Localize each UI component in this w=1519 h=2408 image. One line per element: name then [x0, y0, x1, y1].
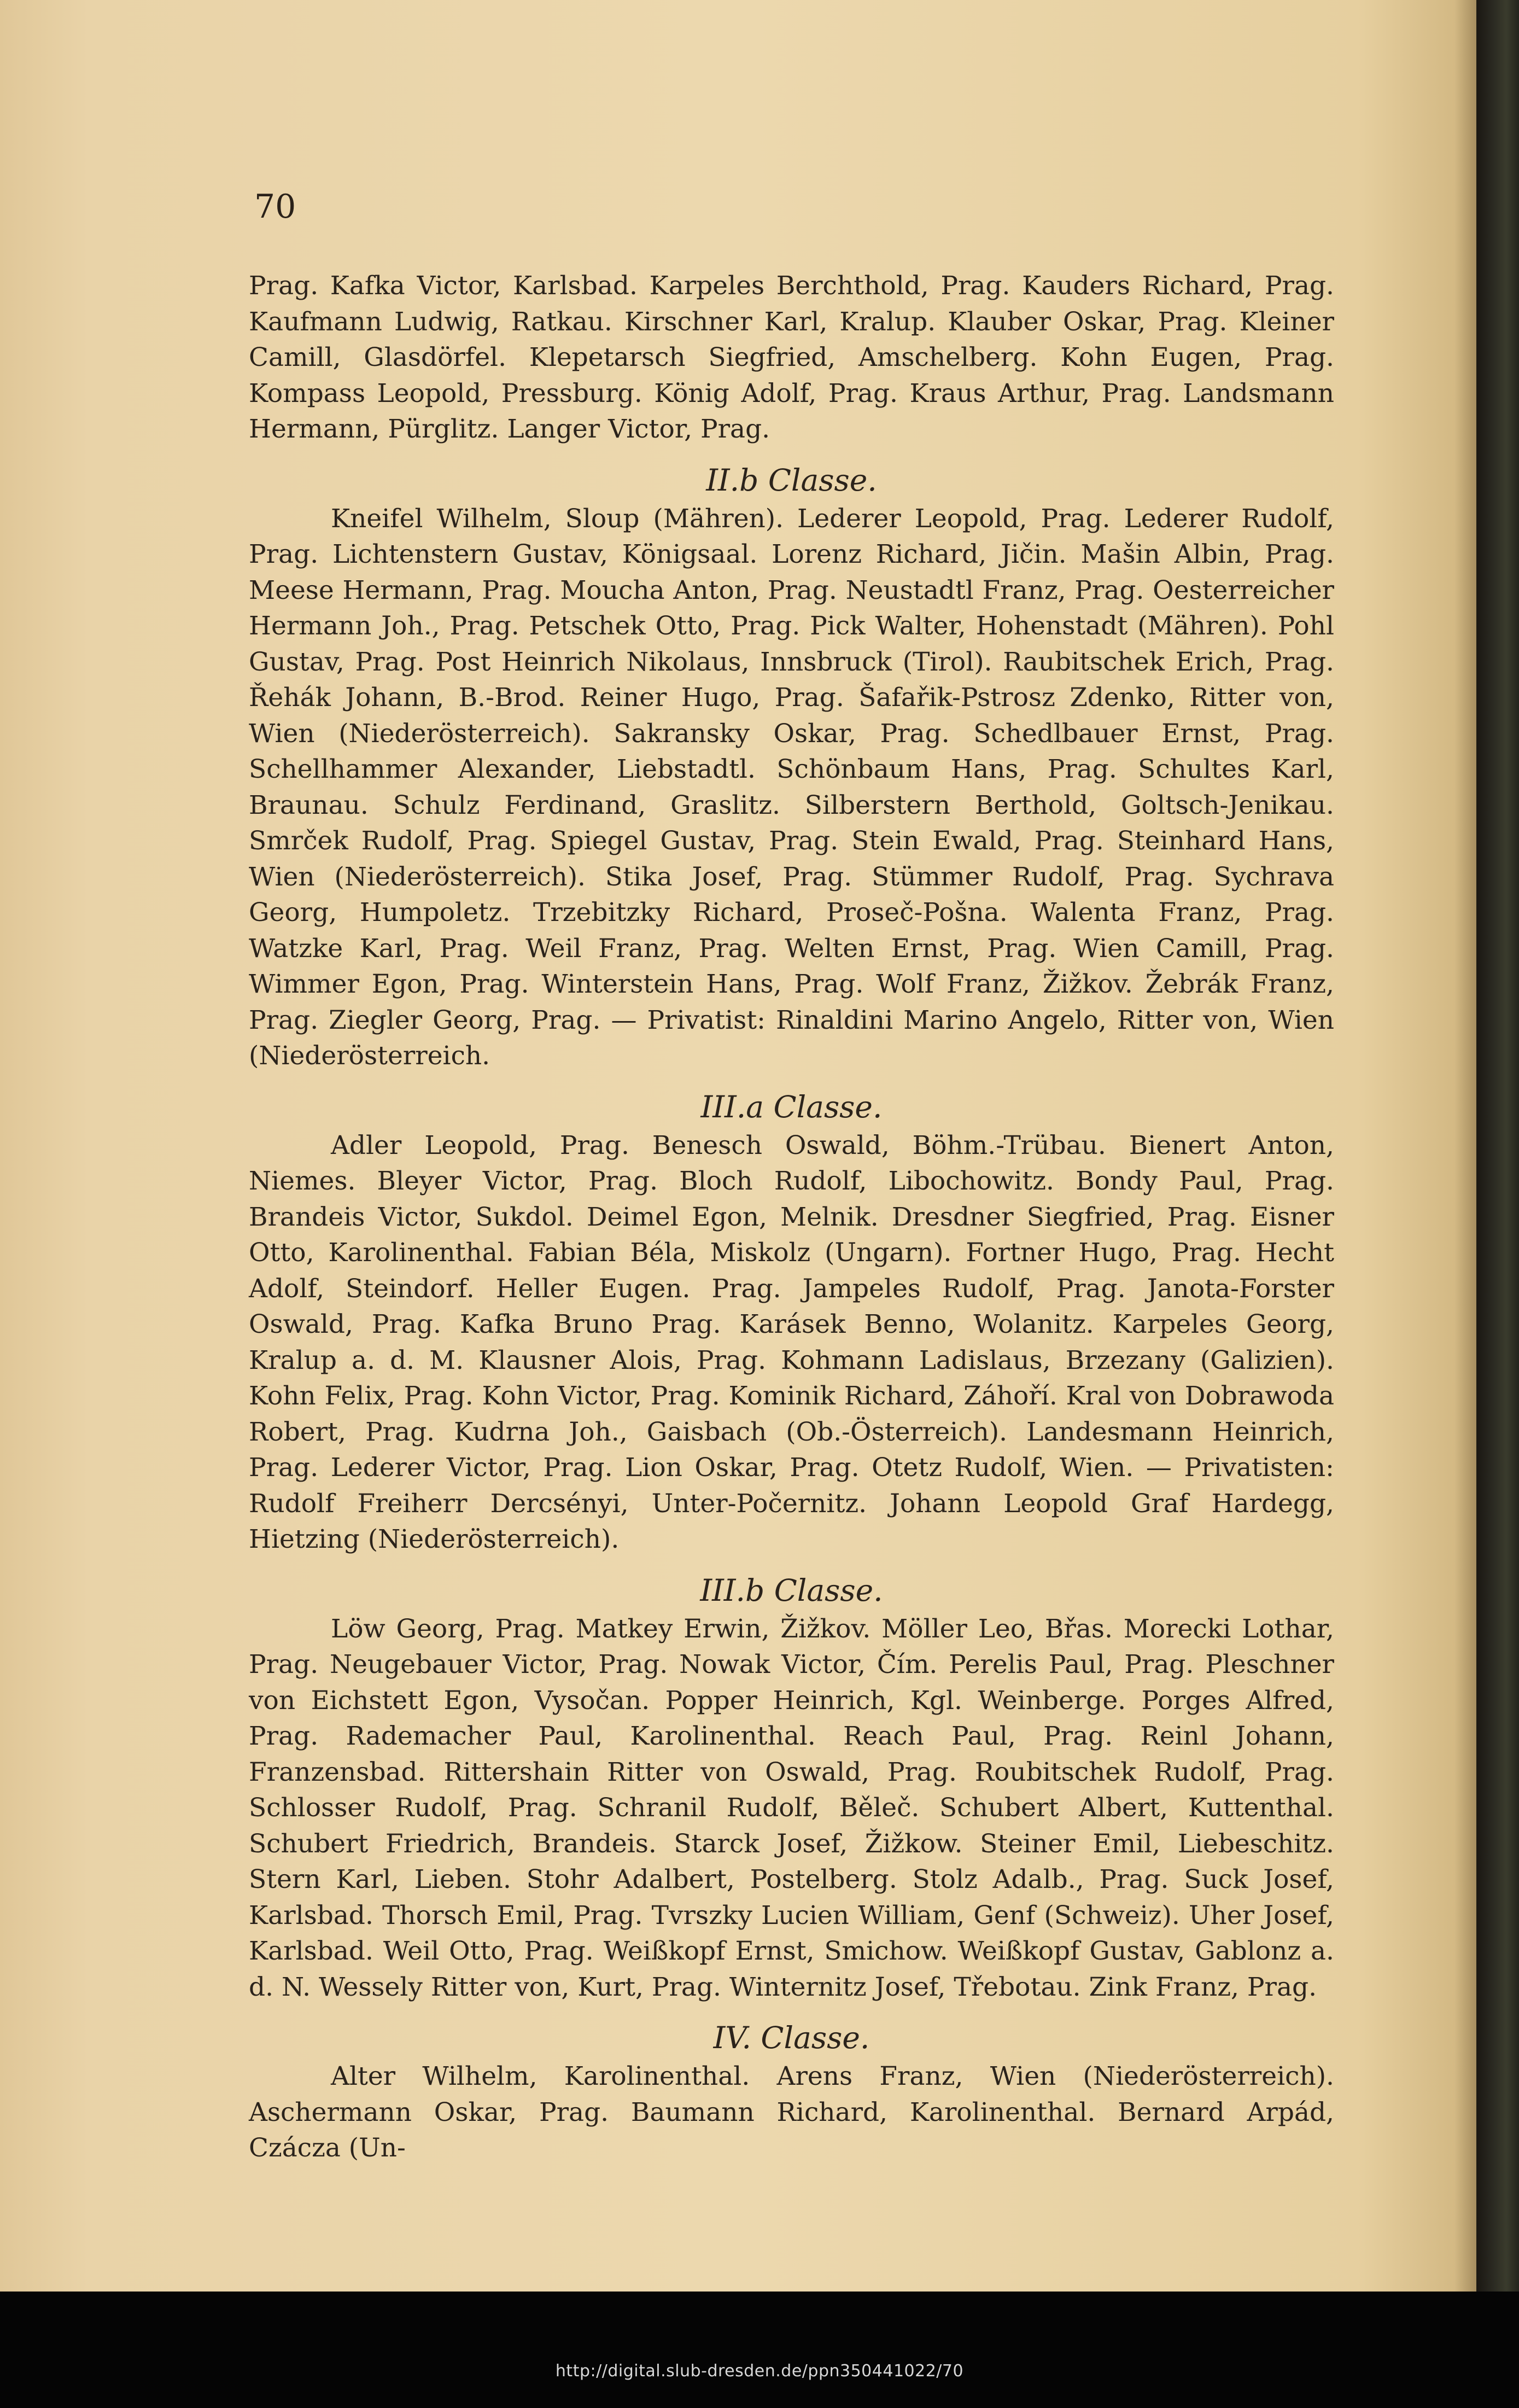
page-number: 70 [254, 188, 296, 226]
continuation-paragraph: Prag. Kafka Victor, Karlsbad. Karpeles Berchthold, Prag. Kauders Richard, Prag. Kaufmann Ludwig, Ratkau. Kirschner Karl, Kralup. Klauber Oskar, Prag. Kleiner Camill, Glasdörfel. Klepetarsch Siegfried, Amschelberg. Kohn Eugen, Prag. Kompass Leopold, Pressburg. König Adolf, Prag. Kraus Arthur, Prag. Landsmann Hermann, Pürglitz. Langer Victor, Prag. [249, 271, 1334, 444]
section-heading-iv: IV. Classe. [713, 2020, 870, 2055]
footer-band [0, 2292, 1519, 2408]
footer-url[interactable]: http://digital.slub-dresden.de/ppn350441022/70 [555, 2362, 964, 2381]
section-heading-iiia: III.a Classe. [700, 1089, 883, 1124]
section-text-iv: Alter Wilhelm, Karolinenthal. Arens Franz, Wien (Niederösterreich). Aschermann Oskar, Prag. Baumann Richard, Karolinenthal. Bernard Arpád, Czácza (Un- [249, 2061, 1334, 2163]
section-heading-iib: II.b Classe. [706, 462, 877, 498]
section-text-iiia: Adler Leopold, Prag. Benesch Oswald, Böhm.-Trübau. Bienert Anton, Niemes. Bleyer Victor, Prag. Bloch Rudolf, Libochowitz. Bondy Paul, Prag. Brandeis Victor, Sukdol. Deimel Egon, Melnik. Dresdner Siegfried, Prag. Eisner Otto, Karolinenthal. Fabian Béla, Miskolz (Ungarn). Fortner Hugo, Prag. Hecht Adolf, Steindorf. Heller Eugen. Prag. Jampeles Rudolf, Prag. Janota-Forster Oswald, Prag. Kafka Bruno Prag. Karásek Benno, Wolanitz. Karpeles Georg, Kralup a. d. M. Klausner Alois, Prag. Kohmann Ladislaus, Brzezany (Galizien). Kohn Felix, Prag. Kohn Victor, Prag. Kominik Richard, Záhoří. Kral von Dobrawoda Robert, Prag. Kudrna Joh., Gaisbach (Ob.-Österreich). Landesmann Heinrich, Prag. Lederer Victor, Prag. Lion Oskar, Prag. Otetz Rudolf, Wien. — Privatisten: Rudolf Freiherr Dercsényi, Unter-Počernitz. Johann Leopold Graf Hardegg, Hietzing (Niederösterreich). [249, 1130, 1334, 1554]
section-text-iib: Kneifel Wilhelm, Sloup (Mähren). Lederer Leopold, Prag. Lederer Rudolf, Prag. Lichtenstern Gustav, Königsaal. Lorenz Richard, Jičin. Mašin Albin, Prag. Meese Hermann, Prag. Moucha Anton, Prag. Neustadtl Franz, Prag. Oesterreicher Hermann Joh., Prag. Petschek Otto, Prag. Pick Walter, Hohenstadt (Mähren). Pohl Gustav, Prag. Post Heinrich Nikolaus, Innsbruck (Tirol). Raubitschek Erich, Prag. Řehák Johann, B.-Brod. Reiner Hugo, Prag. Šafařik-Pstrosz Zdenko, Ritter von, Wien (Niederösterreich). Sakransky Oskar, Prag. Schedlbauer Ernst, Prag. Schellhammer Alexander, Liebstadtl. Schönbaum Hans, Prag. Schultes Karl, Braunau. Schulz Ferdinand, Graslitz. Silberstern Berthold, Goltsch-Jenikau. Smrček Rudolf, Prag. Spiegel Gustav, Prag. Stein Ewald, Prag. Steinhard Hans, Wien (Niederösterreich). Stika Josef, Prag. Stümmer Rudolf, Prag. Sychrava Georg, Humpoletz. Trzebitzky Richard, Proseč-Pošna. Walenta Franz, Prag. Watzke Karl, Prag. Weil Franz, Prag. Welten Ernst, Prag. Wien Camill, Prag. Wimmer Egon, Prag. Winterstein Hans, Prag. Wolf Franz, Žižkov. Žebrák Franz, Prag. Ziegler Georg, Prag. — Privatist: Rinaldini Marino Angelo, Ritter von, Wien (Niederösterreich. [249, 503, 1334, 1071]
page-content [249, 268, 1334, 2166]
section-text-iiib: Löw Georg, Prag. Matkey Erwin, Žižkov. Möller Leo, Břas. Morecki Lothar, Prag. Neugebauer Victor, Prag. Nowak Victor, Čím. Perelis Paul, Prag. Pleschner von Eichstett Egon, Vysočan. Popper Heinrich, Kgl. Weinberge. Porges Alfred, Prag. Rademacher Paul, Karolinenthal. Reach Paul, Prag. Reinl Johann, Franzensbad. Rittershain Ritter von Oswald, Prag. Roubitschek Rudolf, Prag. Schlosser Rudolf, Prag. Schranil Rudolf, Běleč. Schubert Albert, Kuttenthal. Schubert Friedrich, Brandeis. Starck Josef, Žižkow. Steiner Emil, Liebeschitz. Stern Karl, Lieben. Stohr Adalbert, Postelberg. Stolz Adalb., Prag. Suck Josef, Karlsbad. Thorsch Emil, Prag. Tvrszky Lucien William, Genf (Schweiz). Uher Josef, Karlsbad. Weil Otto, Prag. Weißkopf Ernst, Smichow. Weißkopf Gustav, Gablonz a. d. N. Wessely Ritter von, Kurt, Prag. Winternitz Josef, Třebotau. Zink Franz, Prag. [249, 1613, 1334, 2002]
book-spine [1476, 0, 1519, 2292]
section-heading-iiib: III.b Classe. [700, 1572, 883, 1608]
